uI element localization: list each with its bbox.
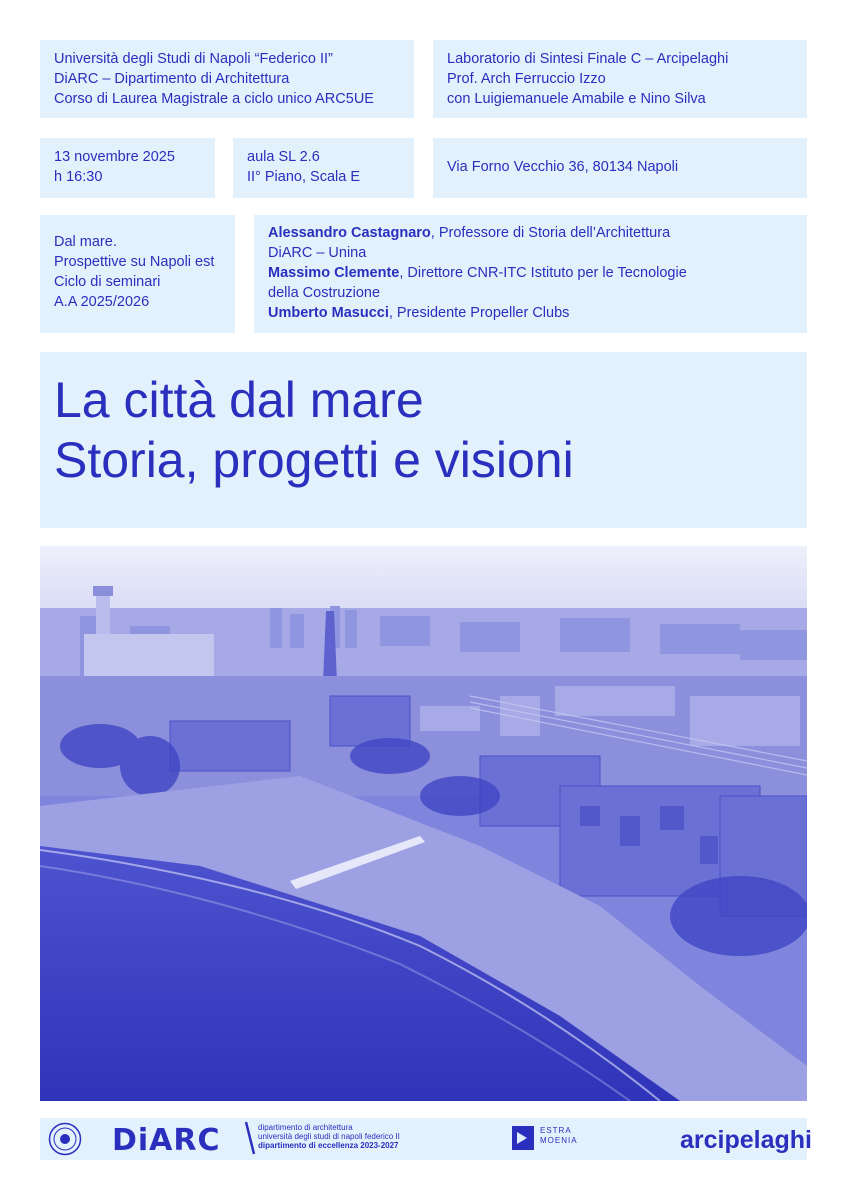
series-year: A.A 2025/2026 — [54, 294, 150, 310]
event-floor: II° Piano, Scala E — [247, 169, 360, 185]
speaker-role: , Direttore CNR-ITC Istituto per le Tecnologie — [399, 265, 687, 281]
speaker-affiliation: DiARC – Unina — [268, 245, 367, 261]
aerial-photo-illustration — [40, 546, 807, 1101]
speaker-line — [268, 303, 793, 323]
title-box — [40, 352, 807, 528]
series-box — [40, 215, 235, 333]
university-seal-icon — [48, 1122, 82, 1156]
date-box — [40, 138, 215, 198]
university-info-box — [40, 40, 414, 118]
estra-moenia-text — [540, 1126, 578, 1146]
lab-collaborators: con Luigiemanuele Amabile e Nino Silva — [447, 91, 706, 107]
speaker-affiliation: della Costruzione — [268, 285, 381, 301]
aerial-photo — [40, 546, 807, 1101]
series-subtitle: Prospettive su Napoli est — [54, 254, 215, 270]
event-time: h 16:30 — [54, 169, 103, 185]
diarc-description — [258, 1123, 400, 1150]
title-line-2: Storia, progetti e visioni — [54, 432, 574, 488]
estra-moenia-icon — [512, 1126, 534, 1150]
series-type: Ciclo di seminari — [54, 274, 161, 290]
title-line-1: La città dal mare — [54, 372, 424, 428]
speaker-line — [268, 223, 793, 243]
lab-info-box — [433, 40, 807, 118]
lab-name: Laboratorio di Sintesi Finale C – Arcipelaghi — [447, 51, 729, 67]
diarc-slash-icon — [244, 1120, 256, 1156]
lab-professor: Prof. Arch Ferruccio Izzo — [447, 71, 606, 87]
diarc-logo: DiARC — [112, 1123, 221, 1158]
address-box — [433, 138, 807, 198]
speakers-box — [254, 215, 807, 333]
diarc-line: università degli studi di napoli federico II — [258, 1132, 400, 1141]
footer-logos — [40, 1118, 812, 1160]
speaker-name: Massimo Clemente — [268, 265, 400, 281]
event-room: aula SL 2.6 — [247, 149, 320, 165]
speaker-name: Umberto Masucci — [268, 305, 389, 321]
department-name: DiARC – Dipartimento di Architettura — [54, 71, 290, 87]
event-date: 13 novembre 2025 — [54, 149, 175, 165]
university-name: Università degli Studi di Napoli “Federico II” — [54, 51, 333, 67]
speaker-line — [268, 263, 793, 283]
arcipelaghi-logo: arcipelaghi — [680, 1126, 812, 1154]
event-address: Via Forno Vecchio 36, 80134 Napoli — [447, 159, 679, 175]
diarc-line: dipartimento di architettura — [258, 1123, 353, 1132]
degree-course: Corso di Laurea Magistrale a ciclo unico ARC5UE — [54, 91, 374, 107]
series-title: Dal mare. — [54, 234, 117, 250]
estra-line: MOENIA — [540, 1136, 578, 1145]
speaker-role: , Presidente Propeller Clubs — [388, 305, 570, 321]
speaker-role: , Professore di Storia dell’Architettura — [430, 225, 671, 241]
speaker-name: Alessandro Castagnaro — [268, 225, 431, 241]
diarc-line: dipartimento di eccellenza 2023-2027 — [258, 1141, 399, 1150]
estra-line: ESTRA — [540, 1126, 572, 1135]
room-box — [233, 138, 414, 198]
